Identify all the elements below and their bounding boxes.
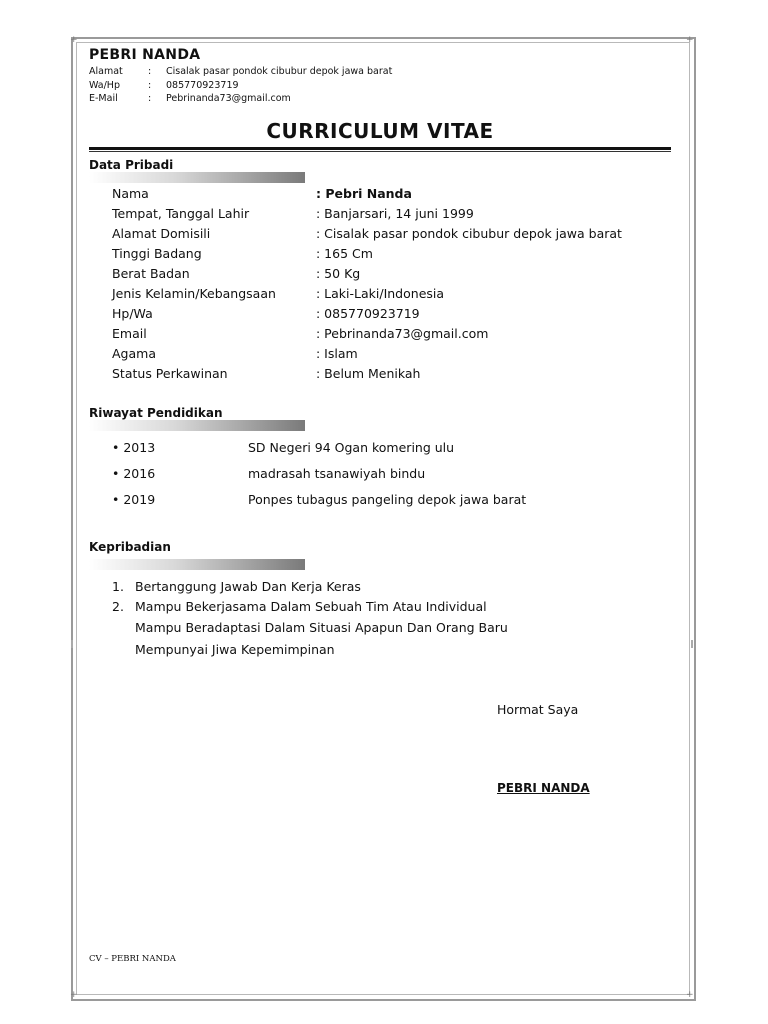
section-gradient-bar <box>89 559 305 570</box>
title-rule <box>89 147 671 150</box>
personal-label: Jenis Kelamin/Kebangsaan <box>112 286 276 301</box>
education-year: 2019 <box>123 492 156 507</box>
personal-label: Tinggi Badang <box>112 246 202 261</box>
section-gradient-bar <box>89 420 305 431</box>
header-value-alamat: Cisalak pasar pondok cibubur depok jawa barat <box>166 66 393 77</box>
education-school: madrasah tsanawiyah bindu <box>248 466 426 481</box>
education-year: 2016 <box>123 466 156 481</box>
trait-text: Bertanggung Jawab Dan Kerja Keras <box>135 579 361 594</box>
trait-text: Mampu Beradaptasi Dalam Situasi Apapun Dan Orang Baru <box>135 620 508 635</box>
personal-label: Berat Badan <box>112 266 190 281</box>
personal-label: Email <box>112 326 147 341</box>
corner-mark: + <box>70 35 78 45</box>
trait-number: 1. <box>112 579 124 594</box>
education-year: 2013 <box>123 440 156 455</box>
bullet-icon: • <box>112 492 120 507</box>
corner-mark: + <box>70 990 78 1000</box>
signature-greeting: Hormat Saya <box>497 702 579 717</box>
section-gradient-bar <box>89 172 305 183</box>
trait-number: 2. <box>112 599 124 614</box>
page-border-inner <box>76 42 690 995</box>
trait-text: Mempunyai Jiwa Kepemimpinan <box>135 642 335 657</box>
personal-value: : 085770923719 <box>316 306 420 321</box>
education-item <box>112 440 155 455</box>
trait-text: Mampu Bekerjasama Dalam Sebuah Tim Atau Individual <box>135 599 487 614</box>
edge-mark <box>71 640 73 648</box>
document-title: CURRICULUM VITAE <box>266 119 494 143</box>
section-heading-data-pribadi: Data Pribadi <box>89 158 174 172</box>
header-value-email: Pebrinanda73@gmail.com <box>166 93 291 104</box>
corner-mark: + <box>686 990 694 1000</box>
personal-label: Agama <box>112 346 156 361</box>
bullet-icon: • <box>112 440 120 455</box>
edge-mark <box>691 640 693 648</box>
page-footer: CV – PEBRI NANDA <box>89 954 176 964</box>
personal-value: : 50 Kg <box>316 266 361 281</box>
personal-label: Alamat Domisili <box>112 226 211 241</box>
personal-value: : Cisalak pasar pondok cibubur depok jawa barat <box>316 226 622 241</box>
personal-value: : 165 Cm <box>316 246 373 261</box>
header-colon: : <box>148 93 152 104</box>
personal-label: Status Perkawinan <box>112 366 228 381</box>
header-value-wa: 085770923719 <box>166 80 239 91</box>
section-heading-kepribadian: Kepribadian <box>89 540 171 554</box>
personal-value: : Pebrinanda73@gmail.com <box>316 326 489 341</box>
applicant-name-header: PEBRI NANDA <box>89 47 201 63</box>
education-item <box>112 492 155 507</box>
personal-value: : Pebri Nanda <box>316 186 412 201</box>
education-school: SD Negeri 94 Ogan komering ulu <box>248 440 455 455</box>
header-label-wa: Wa/Hp <box>89 80 120 91</box>
title-rule-thin <box>89 151 671 152</box>
header-colon: : <box>148 80 152 91</box>
personal-value: : Laki-Laki/Indonesia <box>316 286 445 301</box>
signature-name: PEBRI NANDA <box>497 781 590 795</box>
section-heading-riwayat-pendidikan: Riwayat Pendidikan <box>89 406 223 420</box>
personal-label: Hp/Wa <box>112 306 153 321</box>
personal-label: Tempat, Tanggal Lahir <box>112 206 250 221</box>
corner-mark: + <box>686 35 694 45</box>
education-item <box>112 466 155 481</box>
header-label-alamat: Alamat <box>89 66 123 77</box>
bullet-icon: • <box>112 466 120 481</box>
header-colon: : <box>148 66 152 77</box>
education-school: Ponpes tubagus pangeling depok jawa barat <box>248 492 527 507</box>
personal-value: : Banjarsari, 14 juni 1999 <box>316 206 474 221</box>
personal-value: : Belum Menikah <box>316 366 421 381</box>
personal-label: Nama <box>112 186 149 201</box>
personal-value: : Islam <box>316 346 358 361</box>
header-label-email: E-Mail <box>89 93 118 104</box>
